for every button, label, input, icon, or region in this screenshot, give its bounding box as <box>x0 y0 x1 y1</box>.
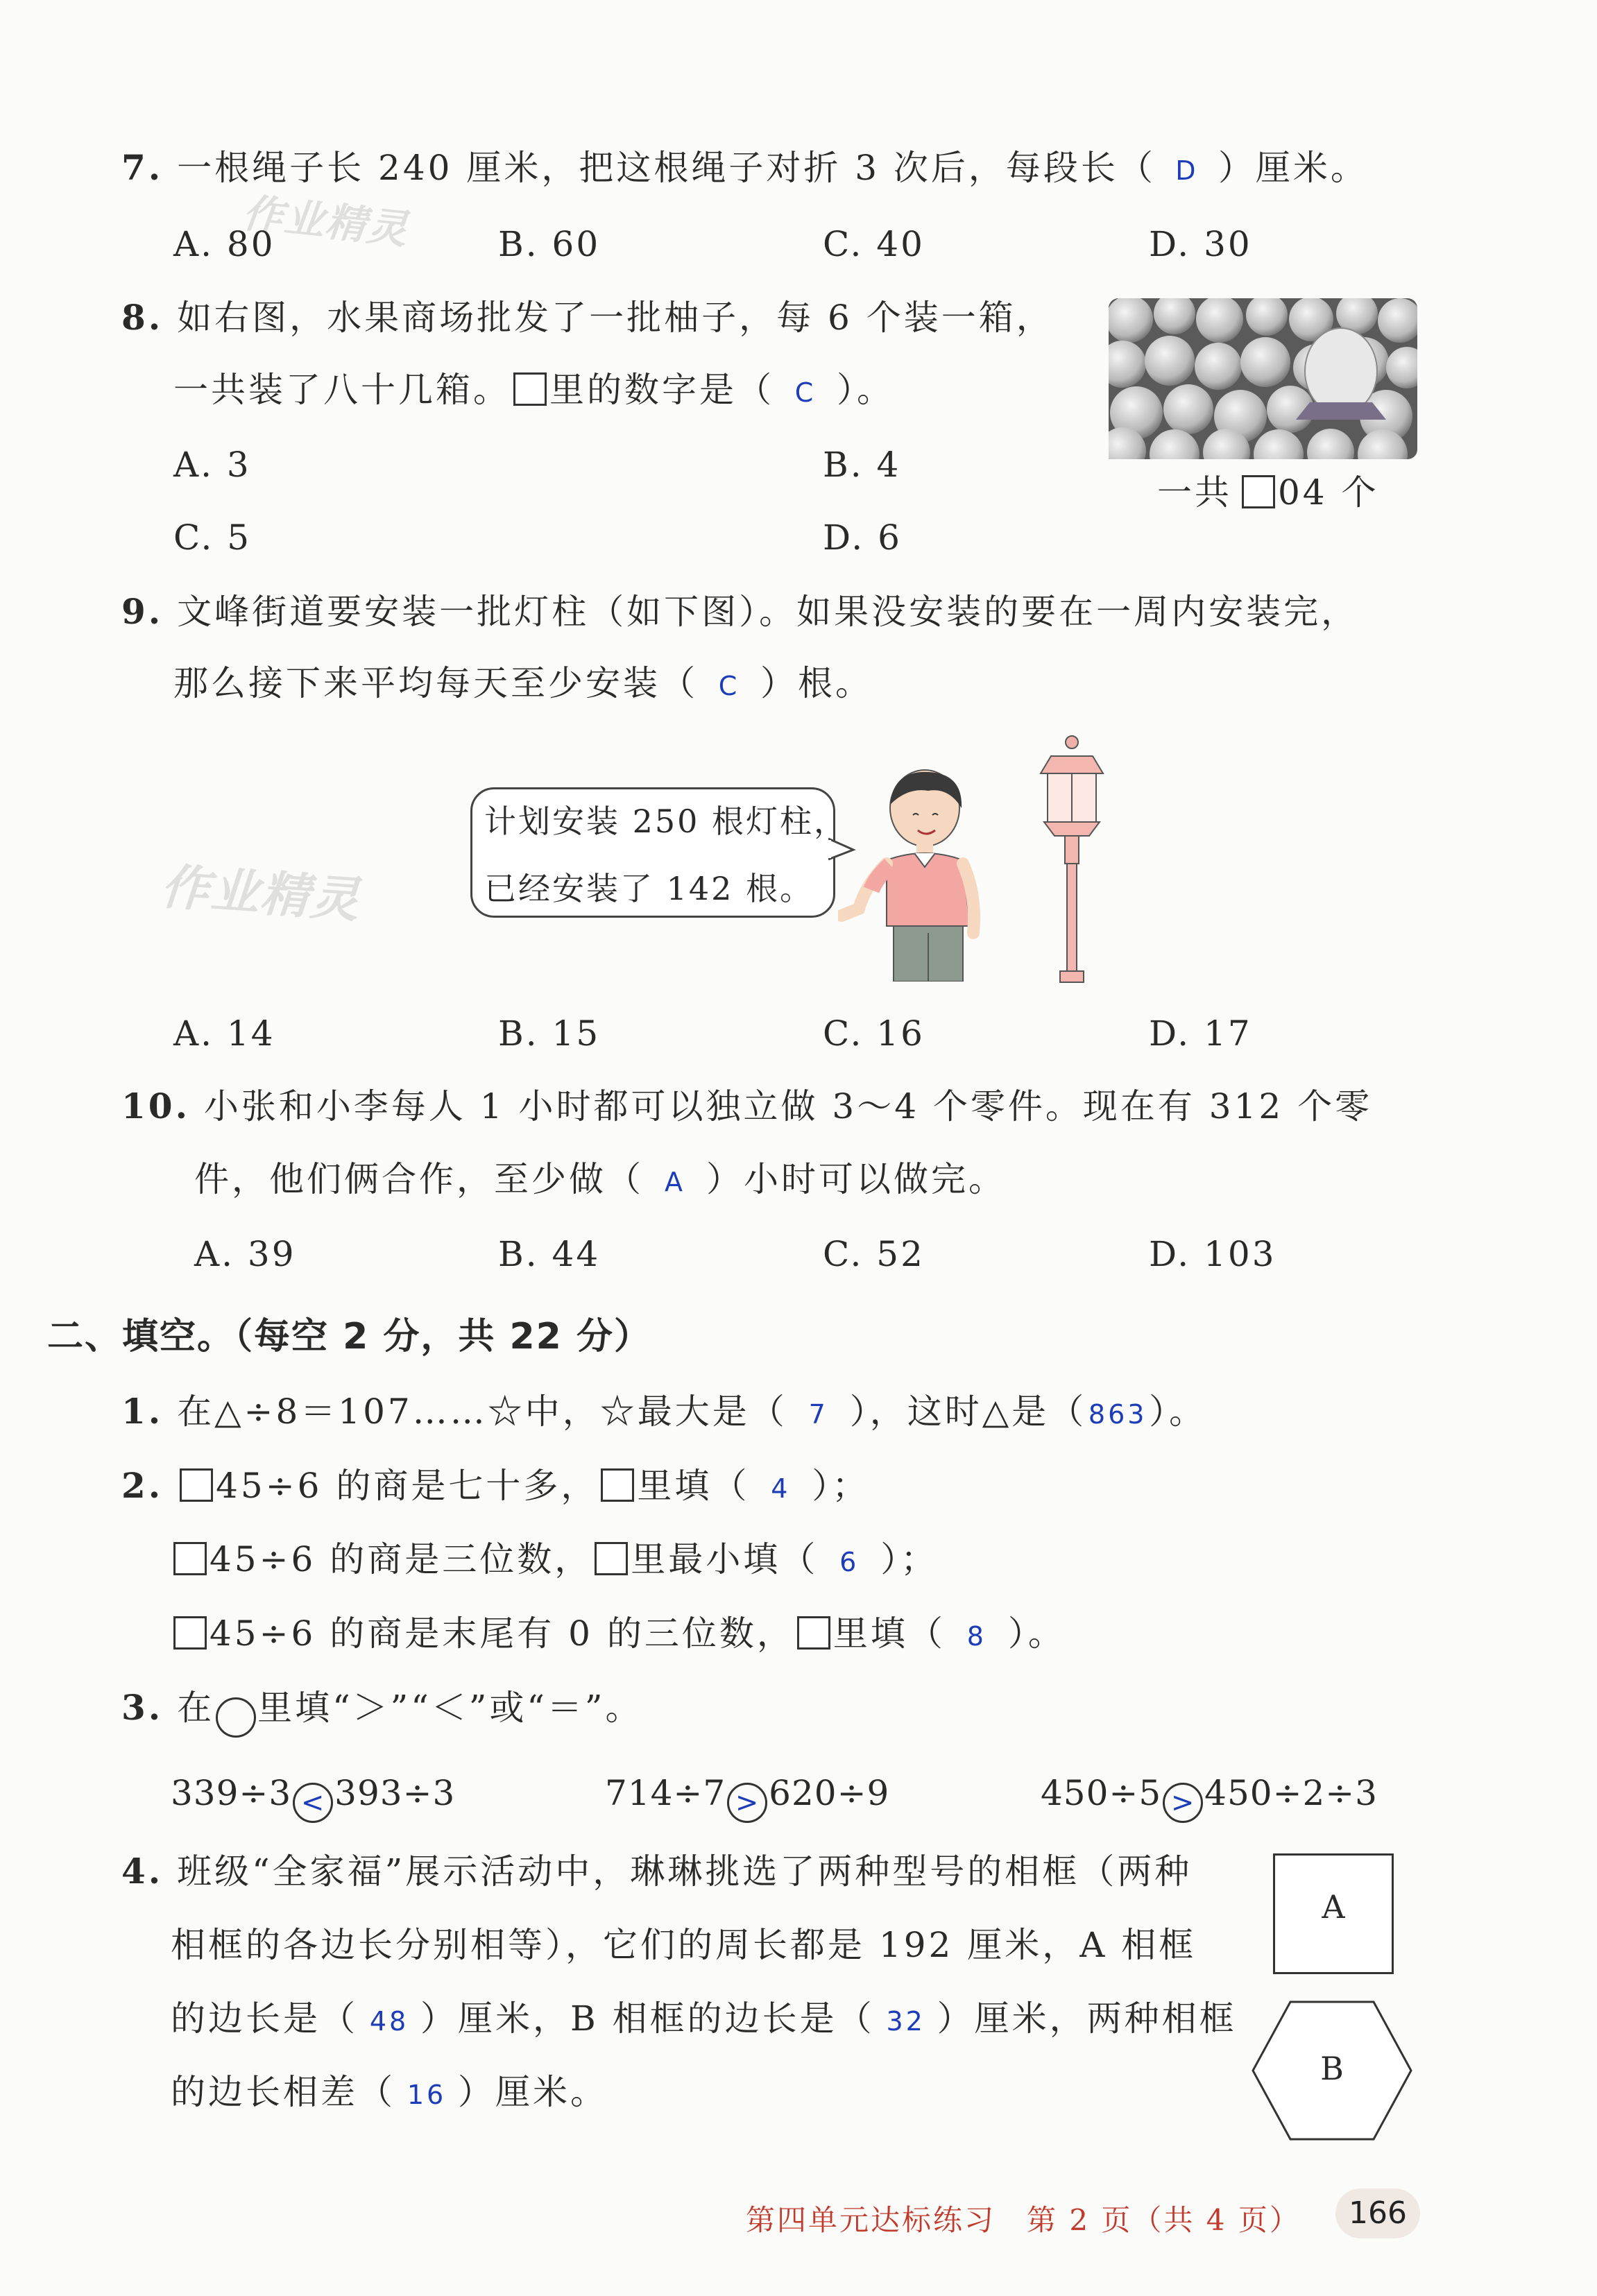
q10-option-a: A. 39 <box>194 1234 296 1274</box>
f4-line1-text: 班级“全家福”展示活动中，琳琳挑选了两种型号的相框（两种 <box>177 1851 1193 1892</box>
q9-line2-after: ）根。 <box>760 663 873 703</box>
f4-number: 4. <box>121 1851 164 1892</box>
f2-row2-box2 <box>595 1542 628 1575</box>
f4-line3-a: 的边长是（ <box>171 1998 358 2039</box>
q8-line2-after: ）。 <box>837 370 894 410</box>
f3-c3-right: 450÷2÷3 <box>1204 1773 1378 1813</box>
q9-stem-line2 <box>173 662 873 707</box>
f2-row3-answer: 8 <box>966 1621 987 1652</box>
f3-c2-left: 714÷7 <box>605 1773 726 1813</box>
q8-stem-line2 <box>173 369 894 413</box>
f3-c1-answer: < <box>293 1783 333 1823</box>
f2-row3-b: 里填（ <box>832 1613 946 1654</box>
q8-number: 8. <box>121 297 164 338</box>
pomelo-photo <box>1109 298 1417 459</box>
q10-line2-before: 件，他们俩合作，至少做（ <box>194 1159 644 1199</box>
f3-compare-1 <box>171 1772 455 1823</box>
q8-option-a: A. 3 <box>173 445 251 485</box>
f3-compare-3 <box>1041 1772 1378 1823</box>
f3-c2-answer: > <box>727 1783 767 1823</box>
q7-answer: D <box>1175 155 1199 186</box>
f3-c3-left: 450÷5 <box>1041 1773 1162 1813</box>
q8-blank-box <box>513 372 547 406</box>
f4-line2-text: 相框的各边长分别相等），它们的周长都是 192 厘米，A 相框 <box>171 1925 1197 1965</box>
q10-stem-line1 <box>121 1086 1372 1127</box>
f2-row2-a: 45÷6 的商是三位数， <box>210 1539 592 1579</box>
q9-answer: C <box>718 671 740 701</box>
f3-stem <box>121 1687 642 1738</box>
q9-stem-line1 <box>121 591 1358 633</box>
f2-row3-box1 <box>173 1616 207 1650</box>
page-number: 166 <box>1335 2188 1420 2238</box>
f2-row3-box2 <box>797 1616 830 1650</box>
f2-row3 <box>171 1613 1066 1657</box>
q7-text-after: ）厘米。 <box>1218 148 1368 188</box>
q9-option-c: C. 16 <box>823 1013 925 1054</box>
q8-line2-mid: 里的数字是（ <box>549 370 774 410</box>
f4-line4-b: ）厘米。 <box>458 2072 608 2112</box>
bubble-line2: 已经安装了 142 根。 <box>484 870 814 907</box>
boy-illustration <box>838 766 1011 982</box>
q8-answer: C <box>794 377 817 408</box>
f3-text-a: 在 <box>177 1688 215 1728</box>
f2-row1-a: 45÷6 的商是七十多， <box>216 1466 599 1506</box>
f2-row2-box1 <box>173 1542 207 1575</box>
f2-row1-box2 <box>601 1468 634 1502</box>
f3-example-circle <box>216 1697 256 1738</box>
q9-line2-before: 那么接下来平均每天至少安装（ <box>173 663 698 703</box>
q10-stem-line2 <box>194 1158 1006 1203</box>
q8-stem-line1 <box>121 297 1054 339</box>
f4-line1 <box>121 1851 1192 1892</box>
f4-answer2: 32 <box>886 2006 925 2037</box>
q9-option-a: A. 14 <box>173 1013 275 1054</box>
f3-c1-right: 393÷3 <box>334 1773 456 1813</box>
q8-photo-caption <box>1157 472 1379 513</box>
q9-option-d: D. 17 <box>1149 1013 1252 1054</box>
q8-option-d: D. 6 <box>823 517 902 558</box>
f2-number: 2. <box>121 1465 164 1506</box>
f2-row2-b: 里最小填（ <box>631 1539 819 1579</box>
f2-row1 <box>121 1465 869 1509</box>
f1-text-b: ），这时△是（ <box>849 1391 1087 1432</box>
q8-option-c: C. 5 <box>173 517 252 558</box>
q7-text-before: 一根绳子长 240 厘米，把这根绳子对折 3 次后，每段长（ <box>177 148 1156 188</box>
q7-stem <box>121 147 1368 191</box>
f2-row1-b: 里填（ <box>637 1466 750 1506</box>
f3-c1-left: 339÷3 <box>171 1773 292 1813</box>
f1-answer2: 863 <box>1088 1399 1147 1430</box>
q10-line1: 小张和小李每人 1 小时都可以独立做 3～4 个零件。现在有 312 个零 <box>203 1086 1373 1126</box>
frame-a-label: A <box>1322 1888 1345 1926</box>
q9-option-b: B. 15 <box>498 1013 601 1054</box>
q10-answer: A <box>665 1167 685 1197</box>
f2-row1-box1 <box>180 1468 213 1502</box>
q10-option-c: C. 52 <box>823 1234 925 1274</box>
watermark-top: 作业精灵 <box>240 189 411 254</box>
q7-option-b: B. 60 <box>498 224 601 264</box>
f2-row2 <box>171 1539 938 1583</box>
f2-row3-c: ）。 <box>1007 1613 1066 1654</box>
q8-option-b: B. 4 <box>823 445 901 485</box>
f3-c3-answer: > <box>1163 1783 1203 1823</box>
q7-option-d: D. 30 <box>1149 224 1252 264</box>
q8-caption-after: 04 个 <box>1278 472 1379 513</box>
f2-row2-c: ）； <box>880 1539 939 1579</box>
f2-row3-a: 45÷6 的商是末尾有 0 的三位数， <box>210 1613 794 1654</box>
q8-caption-before: 一共 <box>1157 472 1232 513</box>
q8-caption-box <box>1242 475 1275 508</box>
f3-compare-2 <box>605 1772 889 1823</box>
lamp-post-illustration <box>1027 735 1117 985</box>
q10-line2-after: ）小时可以做完。 <box>706 1159 1006 1199</box>
f2-row1-c: ）； <box>812 1466 870 1506</box>
q8-line2-before: 一共装了八十几箱。 <box>173 370 511 410</box>
q9-line1: 文峰街道要安装一批灯柱（如下图）。如果没安装的要在一周内安装完， <box>177 592 1359 632</box>
f4-line4-a: 的边长相差（ <box>171 2072 395 2112</box>
f4-line4 <box>171 2071 608 2116</box>
f4-answer3: 16 <box>407 2080 447 2110</box>
q7-option-c: C. 40 <box>823 224 925 264</box>
f1-line <box>121 1391 1206 1435</box>
f3-text-b: 里填“＞”“＜”或“＝”。 <box>257 1688 643 1728</box>
f4-line3 <box>171 1998 1237 2042</box>
q10-option-b: B. 44 <box>498 1234 601 1274</box>
f4-line2 <box>171 1924 1196 1966</box>
section2-title: 二、填空。（每空 2 分，共 22 分） <box>47 1316 651 1357</box>
f1-number: 1. <box>121 1391 164 1432</box>
q8-line1: 如右图，水果商场批发了一批柚子，每 6 个装一箱， <box>177 298 1054 338</box>
q10-number: 10. <box>121 1086 190 1126</box>
f2-row2-answer: 6 <box>839 1547 860 1577</box>
f4-line3-b: ）厘米，B 相框的边长是（ <box>420 1998 875 2039</box>
f1-answer1: 7 <box>808 1399 828 1430</box>
footer-unit-title: 第四单元达标练习 第 2 页（共 4 页） <box>746 2203 1301 2237</box>
bubble-line1: 计划安装 250 根灯柱， <box>484 803 848 840</box>
f3-c2-right: 620÷9 <box>769 1773 890 1813</box>
q7-number: 7. <box>121 147 164 188</box>
q9-number: 9. <box>121 591 164 632</box>
frame-b-label: B <box>1320 2050 1344 2087</box>
q7-option-a: A. 80 <box>173 224 275 264</box>
f1-text-a: 在△÷8＝107……☆中，☆最大是（ <box>177 1391 787 1432</box>
q10-option-d: D. 103 <box>1149 1234 1276 1274</box>
f2-row1-answer: 4 <box>771 1473 791 1504</box>
watermark-middle: 作业精灵 <box>159 858 363 929</box>
f4-answer1: 48 <box>369 2006 409 2037</box>
f4-line3-c: ）厘米，两种相框 <box>937 1998 1237 2039</box>
f3-number: 3. <box>121 1687 164 1728</box>
f1-text-c: ）。 <box>1149 1391 1207 1432</box>
